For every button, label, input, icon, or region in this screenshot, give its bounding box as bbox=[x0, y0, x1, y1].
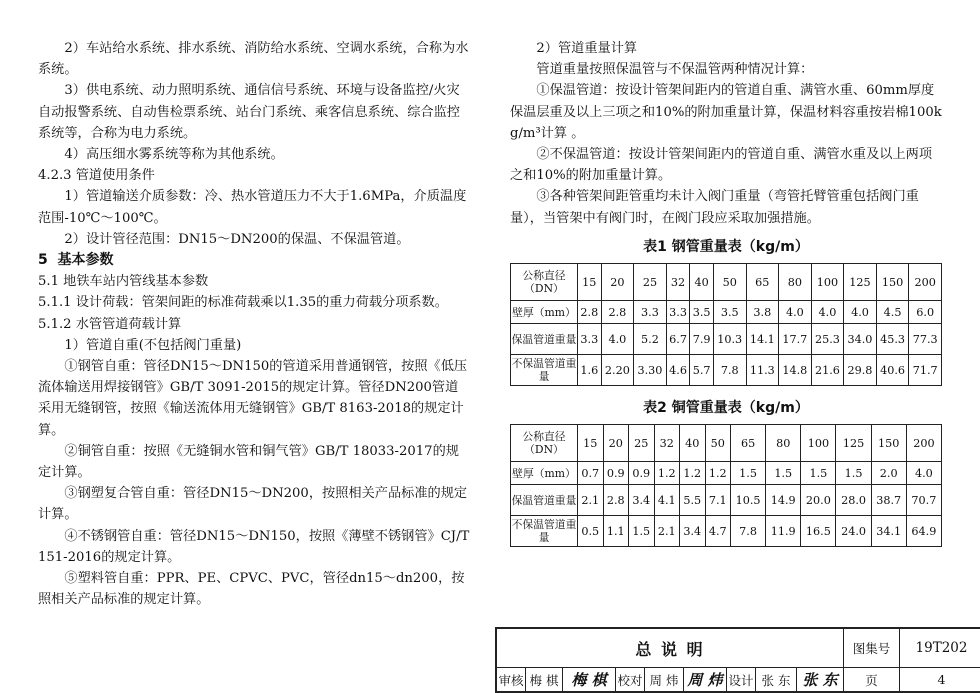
table-row bbox=[511, 355, 942, 386]
value-cell: 3.3 bbox=[578, 324, 602, 355]
value-cell: 4.0 bbox=[811, 301, 844, 324]
value-cell: 7.8 bbox=[713, 355, 746, 386]
diameter-cell: 15 bbox=[578, 264, 602, 301]
value-cell: 14.1 bbox=[746, 324, 779, 355]
left-column bbox=[38, 38, 474, 610]
row-label: 壁厚（mm） bbox=[511, 301, 578, 324]
diameter-cell: 50 bbox=[713, 264, 746, 301]
diameter-cell: 20 bbox=[601, 264, 634, 301]
value-cell: 24.0 bbox=[836, 516, 871, 547]
value-cell: 1.5 bbox=[836, 462, 871, 485]
reviewer-name: 梅 棋 bbox=[529, 672, 559, 688]
value-cell: 3.30 bbox=[634, 355, 667, 386]
value-cell: 0.7 bbox=[578, 462, 604, 485]
diameter-cell: 125 bbox=[836, 425, 871, 462]
value-cell: 7.8 bbox=[731, 516, 766, 547]
right_column-paragraph: ①保温管道：按设计管架间距内的管道自重、满管水重、60mm厚度保温层重及以上三项之和10%的附加重量计算，保温材料容重按岩棉100kg/m³计算 。 bbox=[510, 83, 942, 141]
right_column-paragraph: ③各种管架间距管重均未计入阀门重量（弯管托臂管重包括阀门重量），当管架中有阀门时，在阀门段应采取加强措施。 bbox=[510, 189, 919, 226]
table-row bbox=[511, 516, 942, 547]
left_column-paragraph: ②铜管自重：按照《无缝铜水管和铜气管》GB/T 18033-2017的规定计算。 bbox=[38, 443, 459, 481]
value-cell: 3.5 bbox=[690, 301, 714, 324]
value-cell: 1.2 bbox=[705, 462, 731, 485]
steel-pipe-weight-table bbox=[510, 263, 942, 386]
value-cell: 45.3 bbox=[876, 324, 909, 355]
value-cell: 2.8 bbox=[601, 301, 634, 324]
value-cell: 34.0 bbox=[844, 324, 877, 355]
value-cell: 1.5 bbox=[731, 462, 766, 485]
diameter-cell: 15 bbox=[578, 425, 604, 462]
left_column-paragraph: ①钢管自重：管径DN15～DN150的管道采用普通钢管，按照《低压流体输送用焊接钢管》GB/T 3091-2015的规定计算。管径DN200管道采用无缝钢管，按照《输送流体用无缝钢管》GB/T 8163-2018的规定计算。 bbox=[38, 359, 468, 438]
value-cell: 20.0 bbox=[801, 485, 836, 516]
value-cell: 3.3 bbox=[666, 301, 690, 324]
value-cell: 64.9 bbox=[906, 516, 941, 547]
diameter-header: 公称直径（DN） bbox=[511, 264, 578, 301]
diameter-cell: 150 bbox=[871, 425, 906, 462]
designer-signature: 张 东 bbox=[802, 671, 838, 689]
value-cell: 3.4 bbox=[680, 516, 706, 547]
diameter-cell: 20 bbox=[603, 425, 629, 462]
atlas-label: 图集号 bbox=[852, 641, 891, 656]
row-label: 保温管道重量 bbox=[511, 324, 578, 355]
diameter-cell: 25 bbox=[634, 264, 667, 301]
check-label: 校对 bbox=[617, 672, 643, 688]
value-cell: 3.4 bbox=[629, 485, 655, 516]
row-label: 壁厚（mm） bbox=[511, 462, 578, 485]
value-cell: 17.7 bbox=[779, 324, 812, 355]
reviewer-signature: 梅 棋 bbox=[571, 671, 607, 689]
left_column-paragraph: 3）供电系统、动力照明系统、通信信号系统、环境与设备监控/火灾自动报警系统、自动售检票系统、站台门系统、乘客信息系统、综合监控系统等，合称为电力系统。 bbox=[38, 83, 460, 141]
left_column-paragraph: 5.1.1 设计荷载：管架间距的标准荷载乘以1.35的重力荷载分项系数。 bbox=[38, 295, 448, 311]
value-cell: 11.3 bbox=[746, 355, 779, 386]
diameter-cell: 65 bbox=[746, 264, 779, 301]
page-label: 页 bbox=[865, 672, 878, 688]
right-column bbox=[510, 38, 942, 547]
table-row bbox=[511, 462, 942, 485]
right_column-paragraph: 2）管道重量计算 bbox=[536, 41, 638, 56]
value-cell: 1.6 bbox=[578, 355, 602, 386]
diameter-cell: 125 bbox=[844, 264, 877, 301]
value-cell: 5.5 bbox=[680, 485, 706, 516]
right_column-paragraph: ②不保温管道：按设计管架间距内的管道自重、满管水重及以上两项之和10%的附加重量计算。 bbox=[510, 147, 933, 184]
drawing-title: 总 说 明 bbox=[635, 639, 705, 659]
table-row bbox=[511, 301, 942, 324]
value-cell: 4.0 bbox=[779, 301, 812, 324]
diameter-cell: 40 bbox=[680, 425, 706, 462]
value-cell: 1.2 bbox=[654, 462, 680, 485]
left_column-paragraph: 5.1 地铁车站内管线基本参数 bbox=[38, 274, 209, 290]
value-cell: 2.20 bbox=[601, 355, 634, 386]
diameter-cell: 25 bbox=[629, 425, 655, 462]
value-cell: 21.6 bbox=[811, 355, 844, 386]
value-cell: 3.5 bbox=[713, 301, 746, 324]
diameter-cell: 65 bbox=[731, 425, 766, 462]
value-cell: 1.1 bbox=[603, 516, 629, 547]
right_column-paragraph: 管道重量按照保温管与不保温管两种情况计算： bbox=[536, 62, 814, 78]
atlas-number: 19T202 bbox=[915, 640, 968, 656]
table-row bbox=[511, 324, 942, 355]
left_column-paragraph: 5 基本参数 bbox=[38, 252, 114, 269]
left_column-paragraph: 5.1.2 水管管道荷载计算 bbox=[38, 316, 182, 332]
diameter-cell: 80 bbox=[779, 264, 812, 301]
value-cell: 16.5 bbox=[801, 516, 836, 547]
value-cell: 10.5 bbox=[731, 485, 766, 516]
value-cell: 2.1 bbox=[654, 516, 680, 547]
value-cell: 29.8 bbox=[844, 355, 877, 386]
value-cell: 40.6 bbox=[876, 355, 909, 386]
value-cell: 5.2 bbox=[634, 324, 667, 355]
left_column-paragraph: ③钢塑复合管自重：管径DN15～DN200，按照相关产品标准的规定计算。 bbox=[38, 486, 468, 523]
left_column-paragraph: 2）车站给水系统、排水系统、消防给水系统、空调水系统，合称为水系统。 bbox=[38, 41, 469, 78]
value-cell: 0.9 bbox=[603, 462, 629, 485]
value-cell: 2.1 bbox=[578, 485, 604, 516]
diameter-cell: 50 bbox=[705, 425, 731, 462]
value-cell: 14.9 bbox=[766, 485, 801, 516]
left_column-paragraph: 2）设计管径范围：DN15～DN200的保温、不保温管道。 bbox=[64, 231, 410, 247]
diameter-cell: 100 bbox=[801, 425, 836, 462]
value-cell: 2.8 bbox=[578, 301, 602, 324]
right-text bbox=[510, 38, 942, 229]
value-cell: 4.0 bbox=[601, 324, 634, 355]
review-label: 审核 bbox=[498, 672, 524, 688]
value-cell: 3.3 bbox=[634, 301, 667, 324]
diameter-cell: 80 bbox=[766, 425, 801, 462]
diameter-cell: 100 bbox=[811, 264, 844, 301]
design-label: 设计 bbox=[728, 672, 754, 688]
value-cell: 6.7 bbox=[666, 324, 690, 355]
value-cell: 4.0 bbox=[906, 462, 941, 485]
value-cell: 0.5 bbox=[578, 516, 604, 547]
value-cell: 1.5 bbox=[801, 462, 836, 485]
diameter-cell: 40 bbox=[690, 264, 714, 301]
value-cell: 7.1 bbox=[705, 485, 731, 516]
value-cell: 7.9 bbox=[690, 324, 714, 355]
value-cell: 25.3 bbox=[811, 324, 844, 355]
value-cell: 1.5 bbox=[629, 516, 655, 547]
value-cell: 70.7 bbox=[906, 485, 941, 516]
diameter-header: 公称直径（DN） bbox=[511, 425, 578, 462]
value-cell: 4.7 bbox=[705, 516, 731, 547]
value-cell: 38.7 bbox=[871, 485, 906, 516]
value-cell: 2.0 bbox=[871, 462, 906, 485]
diameter-cell: 200 bbox=[909, 264, 942, 301]
value-cell: 6.0 bbox=[909, 301, 942, 324]
checker-name: 周 炜 bbox=[649, 672, 679, 688]
left_column-paragraph: 4）高压细水雾系统等称为其他系统。 bbox=[64, 147, 284, 163]
value-cell: 14.8 bbox=[779, 355, 812, 386]
value-cell: 4.1 bbox=[654, 485, 680, 516]
table2-caption: 表2 铜管重量表（kg/m） bbox=[643, 400, 809, 417]
designer-name: 张 东 bbox=[761, 672, 791, 688]
value-cell: 10.3 bbox=[713, 324, 746, 355]
value-cell: 2.8 bbox=[603, 485, 629, 516]
value-cell: 5.7 bbox=[690, 355, 714, 386]
left_column-paragraph: ④不锈钢管自重：管径DN15～DN150，按照《薄壁不锈钢管》CJ/T 151-2016的规定计算。 bbox=[38, 528, 474, 565]
value-cell: 34.1 bbox=[871, 516, 906, 547]
value-cell: 3.8 bbox=[746, 301, 779, 324]
row-label: 不保温管道重量 bbox=[511, 355, 578, 386]
checker-signature: 周 炜 bbox=[687, 671, 723, 689]
left_column-paragraph: 4.2.3 管道使用条件 bbox=[38, 168, 155, 184]
diameter-cell: 150 bbox=[876, 264, 909, 301]
table-row bbox=[511, 485, 942, 516]
value-cell: 11.9 bbox=[766, 516, 801, 547]
row-label: 不保温管道重量 bbox=[511, 516, 578, 547]
left_column-paragraph: ⑤塑料管自重：PPR、PE、CPVC、PVC，管径dn15～dn200，按照相关产品标准的规定计算。 bbox=[38, 571, 465, 608]
value-cell: 77.3 bbox=[909, 324, 942, 355]
left_column-paragraph: 1）管道自重(不包括阀门重量) bbox=[64, 337, 242, 353]
title-block bbox=[495, 627, 980, 693]
copper-pipe-weight-table bbox=[510, 424, 942, 547]
left_column-paragraph: 1）管道输送介质参数：冷、热水管道压力不大于1.6MPa，介质温度范围-10℃～100℃。 bbox=[38, 189, 467, 226]
value-cell: 4.6 bbox=[666, 355, 690, 386]
diameter-cell: 32 bbox=[654, 425, 680, 462]
diameter-cell: 200 bbox=[906, 425, 941, 462]
value-cell: 4.0 bbox=[844, 301, 877, 324]
value-cell: 1.2 bbox=[680, 462, 706, 485]
row-label: 保温管道重量 bbox=[511, 485, 578, 516]
value-cell: 1.5 bbox=[766, 462, 801, 485]
value-cell: 0.9 bbox=[629, 462, 655, 485]
value-cell: 71.7 bbox=[909, 355, 942, 386]
diameter-cell: 32 bbox=[666, 264, 690, 301]
value-cell: 28.0 bbox=[836, 485, 871, 516]
table1-caption: 表1 钢管重量表（kg/m） bbox=[643, 238, 809, 255]
value-cell: 4.5 bbox=[876, 301, 909, 324]
page-number: 4 bbox=[937, 672, 946, 687]
